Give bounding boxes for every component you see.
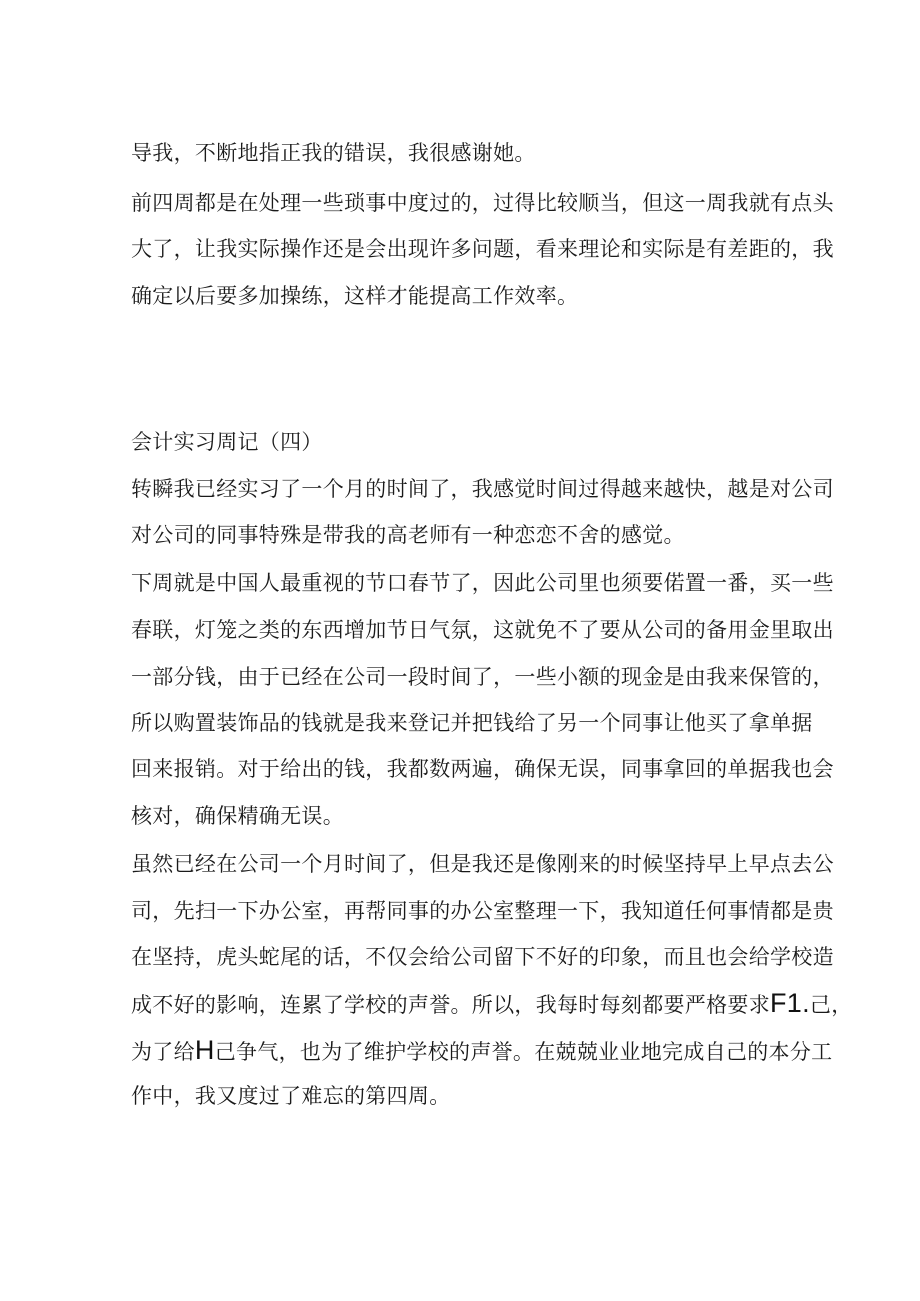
- paragraph-5-line-3: 在坚持，虎头蛇尾的话，不仅会给公司留下不好的印象，而且也会给学校造: [131, 945, 834, 969]
- paragraph-5-line-4-text-before: 成不好的影响，连累了学校的声誉。所以，我每时每刻都要严格要求: [131, 993, 770, 1017]
- paragraph-4-line-6: 核对，确保精确无误。: [131, 804, 344, 828]
- paragraph-5-line-6: 作中，我又度过了难忘的第四周。: [131, 1084, 451, 1108]
- paragraph-3-line-2: 对公司的同事特殊是带我的高老师有一种恋恋不舍的感觉。: [131, 523, 685, 547]
- paragraph-5-line-5-text-before: 为了给: [131, 1040, 195, 1064]
- paragraph-5-line-1: 虽然已经在公司一个月时间了，但是我还是像刚来的时候坚持早上早点去公: [131, 852, 834, 876]
- section-title: 会计实习周记（四）: [131, 430, 323, 454]
- paragraph-5-line-5-large-glyph: H: [194, 1035, 215, 1065]
- paragraph-5-line-2: 司，先扫一下办公室，再帮同事的办公室整理一下，我知道任何事情都是贵: [131, 899, 834, 923]
- paragraph-5-line-4-large-glyph: F1.: [770, 988, 810, 1018]
- paragraph-5-line-5: [131, 1036, 832, 1066]
- paragraph-3-line-1: 转瞬我已经实习了一个月的时间了，我感觉时间过得越来越快，越是对公司: [131, 477, 834, 501]
- paragraph-2-line-1: 前四周都是在处理一些琐事中度过的，过得比较顺当，但这一周我就有点头: [131, 191, 834, 215]
- paragraph-5-line-4: [131, 989, 853, 1019]
- paragraph-4-line-4: 所以购置装饰品的钱就是我来登记并把钱给了另一个同事让他买了拿单据: [131, 711, 813, 735]
- paragraph-4-line-5: 回来报销。对于给出的钱，我都数两遍，确保无误，同事拿回的单据我也会: [131, 757, 834, 781]
- paragraph-5-line-4-text-after: 己，: [809, 993, 853, 1017]
- paragraph-4-line-2: 春联，灯笼之类的东西增加节日气氛，这就免不了要从公司的备用金里取出: [131, 618, 834, 642]
- paragraph-1-line-1: 导我，不断地指正我的错误，我很感谢她。: [131, 141, 536, 165]
- paragraph-5-line-5-text-after: 己争气，也为了维护学校的声誉。在兢兢业业地完成自己的本分工: [214, 1040, 833, 1064]
- paragraph-4-line-3: 一部分钱，由于已经在公司一段时间了，一些小额的现金是由我来保管的，: [131, 665, 834, 689]
- paragraph-4-line-1: 下周就是中国人最重视的节口春节了，因此公司里也须要偌置一番，买一些: [131, 571, 834, 595]
- paragraph-2-line-2: 大了，让我实际操作还是会出现许多问题，看来理论和实际是有差距的，我: [131, 237, 834, 261]
- paragraph-2-line-3: 确定以后要多加操练，这样才能提高工作效率。: [131, 284, 579, 308]
